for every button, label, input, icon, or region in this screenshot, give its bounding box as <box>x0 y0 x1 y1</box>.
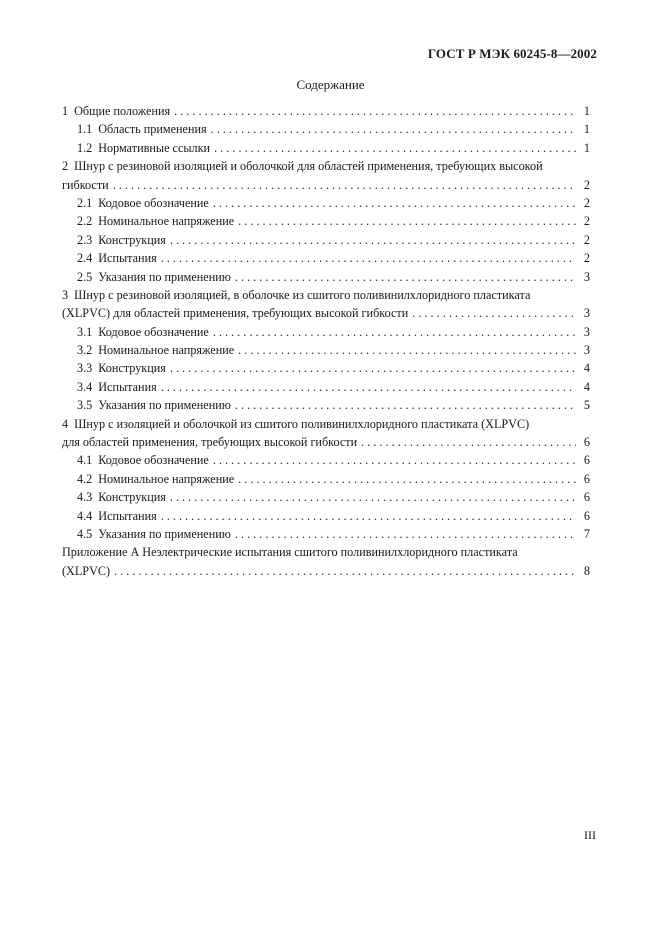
toc-entry-number: 4.2 <box>77 471 93 486</box>
toc-entry-number: 2.4 <box>77 251 93 266</box>
toc-entry-title: Конструкция <box>98 490 166 505</box>
toc-entry[interactable] <box>62 102 590 120</box>
dot-leader <box>161 507 576 525</box>
dot-leader <box>211 120 576 138</box>
toc-entry[interactable] <box>62 378 590 396</box>
toc-entry[interactable] <box>62 249 590 267</box>
dot-leader <box>412 304 576 322</box>
toc-entry-title: Общие положения <box>74 104 171 118</box>
toc-entry[interactable] <box>62 470 590 488</box>
toc-entry[interactable] <box>62 396 590 414</box>
toc-entry-line1[interactable] <box>62 286 590 304</box>
toc-entry-title: Испытания <box>98 508 157 523</box>
toc-entry-number: 4.3 <box>77 490 93 505</box>
toc-entry-title: Номинальное напряжение <box>98 343 235 358</box>
toc-entry[interactable] <box>62 341 590 359</box>
toc-entry-title: Шнур с резиновой изоляцией, в оболочке из сшитого поливинилхлоридного пластиката <box>74 287 531 302</box>
toc-entry-number: 2.2 <box>77 214 93 229</box>
toc-entry-number: 2.1 <box>77 195 93 210</box>
toc-entry-number: 3.4 <box>77 379 93 394</box>
toc-entry-title: Номинальное напряжение <box>98 471 235 486</box>
dot-leader <box>170 488 576 506</box>
toc-entry-page: 8 <box>583 563 590 578</box>
toc-entry[interactable] <box>62 194 590 212</box>
dot-leader <box>214 139 576 157</box>
toc-entry[interactable] <box>62 525 590 543</box>
dot-leader <box>213 451 576 469</box>
toc-entry-title: Кодовое обозначение <box>98 324 209 339</box>
toc-entry-page: 4 <box>583 379 590 394</box>
toc-entry-title: Испытания <box>98 251 157 266</box>
toc-entry-page: 6 <box>583 490 590 505</box>
toc-entry-page: 6 <box>583 471 590 486</box>
toc-entry-number: 3.2 <box>77 343 93 358</box>
dot-leader <box>361 433 576 451</box>
toc-entry[interactable] <box>62 231 590 249</box>
toc-entry-title: Номинальное напряжение <box>98 214 235 229</box>
toc-entry-page: 2 <box>583 195 590 210</box>
dot-leader <box>238 470 576 488</box>
dot-leader <box>213 323 576 341</box>
toc-entry-page: 1 <box>583 104 590 118</box>
document-header-code: ГОСТ Р МЭК 60245-8—2002 <box>427 46 597 61</box>
toc-entry-page: 4 <box>583 361 590 376</box>
toc-entry-page: 7 <box>583 526 590 541</box>
toc-entry-number: 3.1 <box>77 324 93 339</box>
dot-leader <box>238 341 576 359</box>
toc-entry[interactable] <box>62 212 590 230</box>
dot-leader <box>161 378 576 396</box>
dot-leader <box>174 102 576 120</box>
toc-entry-page: 3 <box>583 269 590 284</box>
toc-entry-page: 1 <box>583 140 590 155</box>
toc-entry-number: 4.5 <box>77 526 93 541</box>
toc-entry-page: 2 <box>583 177 590 192</box>
toc-entry[interactable] <box>62 359 590 377</box>
toc-entry[interactable] <box>62 507 590 525</box>
toc-entry-number: 3.5 <box>77 398 93 413</box>
toc-entry-line2[interactable] <box>62 304 590 322</box>
dot-leader <box>213 194 576 212</box>
toc-entry-title-continued: гибкости <box>62 177 109 192</box>
toc-entry[interactable] <box>62 451 590 469</box>
toc-entry-number: 1 <box>62 104 69 118</box>
toc-entry[interactable] <box>62 323 590 341</box>
toc-entry-number: 4 <box>62 416 69 431</box>
toc-entry-number: 4.1 <box>77 453 93 468</box>
toc-entry[interactable] <box>62 139 590 157</box>
dot-leader <box>170 231 576 249</box>
toc-entry-line1[interactable] <box>62 543 590 561</box>
toc-entry-title-continued: (XLPVC) для областей применения, требующих высокой гибкости <box>62 306 409 321</box>
page-number: III <box>584 828 596 842</box>
toc-entry-page: 3 <box>583 343 590 358</box>
toc-entry-page: 6 <box>583 453 590 468</box>
toc-entry-title: Указания по применению <box>98 269 231 284</box>
dot-leader <box>170 359 576 377</box>
toc-title: Содержание <box>296 77 365 92</box>
toc-entry-page: 6 <box>583 435 590 450</box>
toc-entry-title: Кодовое обозначение <box>98 453 209 468</box>
toc-entry-title: Кодовое обозначение <box>98 195 209 210</box>
toc-entry-line2[interactable] <box>62 562 590 580</box>
toc-entry-number: 3.3 <box>77 361 93 376</box>
toc-entry-title: Шнур с изоляцией и оболочкой из сшитого поливинилхлоридного пластиката (XLPVC) <box>74 416 530 431</box>
toc-entry-title-continued: для областей применения, требующих высокой гибкости <box>62 435 358 450</box>
toc-entry[interactable] <box>62 120 590 138</box>
toc-entry-number: 2.5 <box>77 269 93 284</box>
toc-entry-number: 1.2 <box>77 140 93 155</box>
toc-entry-title-continued: (XLPVC) <box>62 563 111 578</box>
toc-entry-title: Указания по применению <box>98 526 231 541</box>
toc-entry-title: Нормативные ссылки <box>98 140 211 155</box>
toc-entry-number: 1.1 <box>77 122 93 137</box>
toc-entry[interactable] <box>62 488 590 506</box>
toc-entry-page: 5 <box>583 398 590 413</box>
toc-entry-number: 3 <box>62 287 69 302</box>
dot-leader <box>113 176 576 194</box>
dot-leader <box>161 249 576 267</box>
toc-entry-page: 2 <box>583 232 590 247</box>
toc-entry-title: Конструкция <box>98 232 166 247</box>
toc-entry-page: 2 <box>583 214 590 229</box>
toc-entry[interactable] <box>62 268 590 286</box>
toc-entry-page: 3 <box>583 324 590 339</box>
toc-entry-title: Указания по применению <box>98 398 231 413</box>
toc-entry-title: Приложение А Неэлектрические испытания сшитого поливинилхлоридного пластиката <box>62 545 518 560</box>
toc-entry-line1[interactable] <box>62 415 590 433</box>
toc-entry-number: 4.4 <box>77 508 93 523</box>
dot-leader <box>235 525 576 543</box>
toc-entry-page: 6 <box>583 508 590 523</box>
toc-entry-page: 2 <box>583 251 590 266</box>
dot-leader <box>238 212 576 230</box>
toc-entry-line1[interactable] <box>62 157 590 175</box>
toc-entry-page: 3 <box>583 306 590 321</box>
toc-entry-title: Конструкция <box>98 361 166 376</box>
toc-entry-number: 2.3 <box>77 232 93 247</box>
toc-entry-title: Шнур с резиновой изоляцией и оболочкой для областей применения, требующих высокой <box>74 159 543 174</box>
toc-entry-number: 2 <box>62 159 69 174</box>
toc-entry-title: Область применения <box>98 122 207 137</box>
dot-leader <box>114 562 576 580</box>
toc-entry-line2[interactable] <box>62 176 590 194</box>
table-of-contents <box>62 102 590 580</box>
toc-entry-line2[interactable] <box>62 433 590 451</box>
dot-leader <box>235 268 576 286</box>
toc-entry-title: Испытания <box>98 379 157 394</box>
dot-leader <box>235 396 576 414</box>
toc-entry-page: 1 <box>583 122 590 137</box>
